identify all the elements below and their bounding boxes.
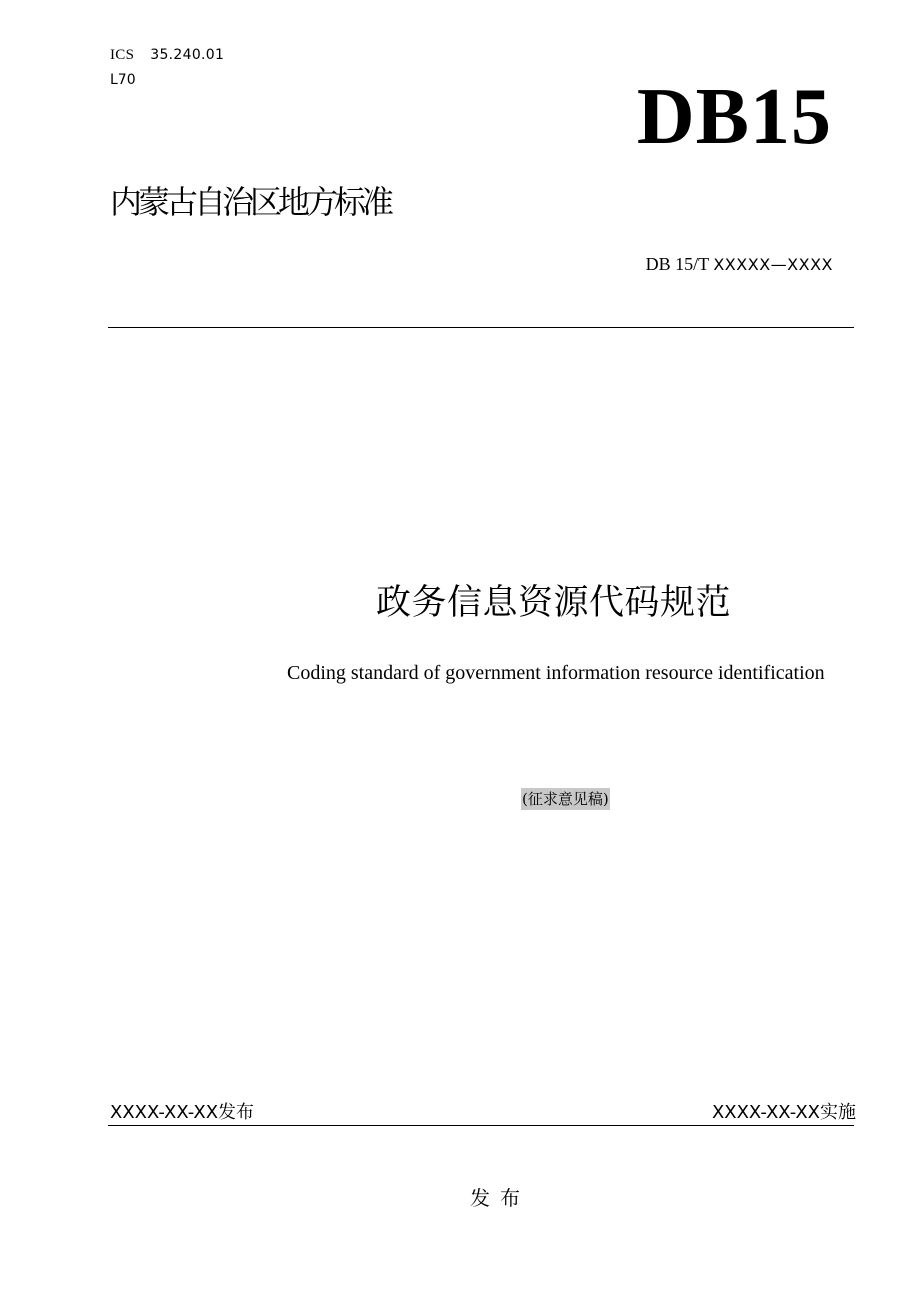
ccs-code: L70 (110, 72, 136, 88)
issuer-label: 发布 (470, 1186, 530, 1210)
ics-classification (110, 47, 224, 64)
db-code-mark: DB15 (636, 73, 832, 161)
standard-number-suffix: XXXXX—XXXX (713, 255, 833, 274)
ics-code: 35.240.01 (150, 47, 225, 63)
implementation-date: XXXX-XX-XX实施 (711, 1102, 856, 1123)
document-title-en: Coding standard of government information resource identification (287, 662, 825, 684)
release-date: XXXX-XX-XX发布 (110, 1102, 255, 1123)
header-divider (108, 327, 854, 328)
draft-status-badge: (征求意见稿) (522, 790, 609, 808)
standard-number (646, 252, 833, 277)
footer-divider (108, 1125, 854, 1126)
ics-label: ICS (110, 47, 135, 63)
standard-number-prefix: DB 15/T (645, 254, 709, 274)
document-title-cn: 政务信息资源代码规范 (376, 583, 732, 623)
region-standard-title: 内蒙古自治区地方标准 (110, 183, 391, 221)
